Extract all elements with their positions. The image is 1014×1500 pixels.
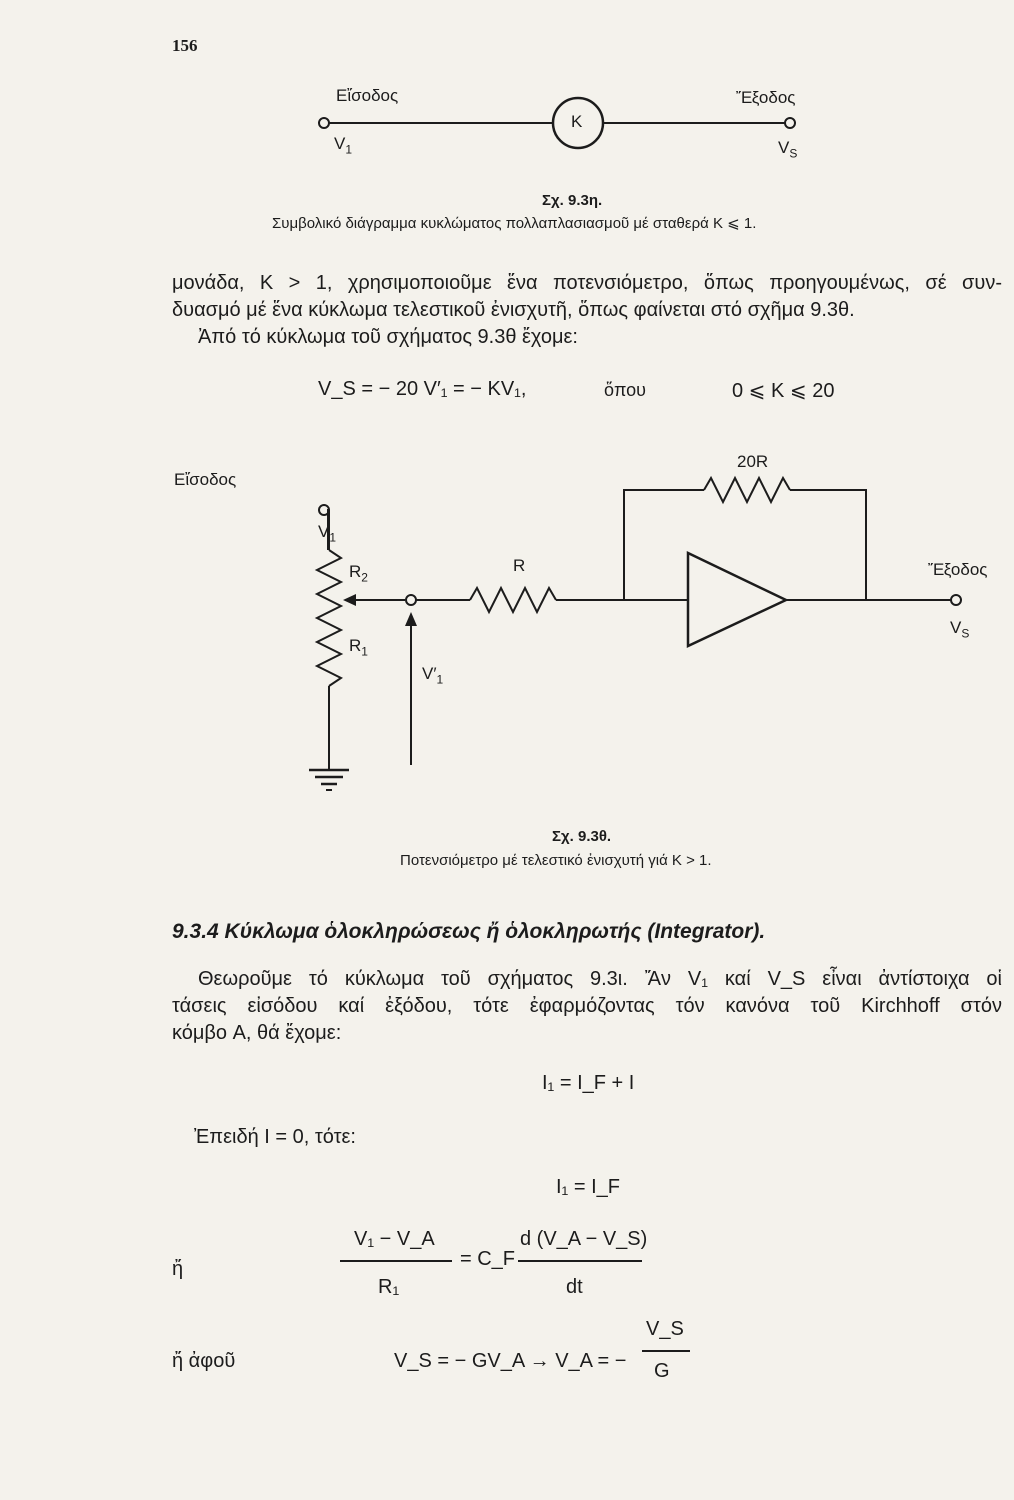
fig-theta-caption-number: Σχ. 9.3θ. (552, 828, 612, 845)
fig-h-block-label: K (571, 112, 583, 131)
paragraph-1-line-2: δυασμό μέ ἕνα κύκλωμα τελεστικοῦ ἐνισχυτῆ, ὅπως φαίνεται στό σχῆμα 9.3θ. (172, 299, 855, 321)
potentiometer-zigzag (317, 550, 341, 686)
resistor-20r (704, 478, 790, 502)
eq5-frac-num: V_S (646, 1318, 684, 1340)
eq5-prefix: ἤ ἀφοῦ (172, 1350, 236, 1372)
node-v1prime (406, 595, 416, 605)
ground-symbol (309, 770, 349, 790)
fig-theta-r1: $R_1$ (349, 636, 368, 659)
paragraph-2-line-3: κόμβο A, θά ἔχομε: (172, 1022, 342, 1044)
paragraph-1-line-1: μονάδα, K > 1, χρησιμοποιοῦμε ἕνα ποτενσιόμετρο, ὅπως προηγουμένως, σέ συν- (172, 272, 1002, 294)
equation-1-range: 0 ⩽ K ⩽ 20 (732, 380, 835, 402)
equation-2: I₁ = I_F + I (542, 1072, 635, 1094)
fig-h-caption-text: Συμβολικό διάγραμμα κυκλώματος πολλαπλασιασμοῦ μέ σταθερά K ⩽ 1. (272, 215, 757, 232)
fig-theta-input-label: Εἴσοδος (174, 470, 237, 489)
fig-h-v-in: $V_1$ (334, 134, 353, 157)
since-text: Ἐπειδή I = 0, τότε: (194, 1126, 356, 1148)
fig-theta-r: R (513, 556, 526, 575)
equation-1-where: ὅπου (604, 380, 647, 400)
fig-h-v-out: $V_S$ (778, 138, 798, 161)
eq4-lhs-num: V₁ − V_A (354, 1228, 435, 1250)
fig-theta-v1prime: $V'_1$ (422, 664, 444, 687)
equation-1: V_S = − 20 V′₁ = − KV₁, (318, 378, 527, 400)
resistor-r (470, 588, 556, 612)
fig-theta-rf: 20R (737, 452, 769, 471)
paragraph-2-line-1: Θεωροῦμε τό κύκλωμα τοῦ σχήματος 9.3ι. Ἄν V₁ καί V_S εἶναι ἀντίστοιχα οἱ (198, 968, 1002, 990)
fig-theta-v-in: $V_1$ (318, 522, 337, 545)
paragraph-1-line-3: Ἀπό τό κύκλωμα τοῦ σχήματος 9.3θ ἔχομε: (198, 326, 578, 348)
feedback-wire (624, 490, 704, 600)
eq4-lhs-bar (340, 1260, 452, 1262)
page-number: 156 (172, 36, 198, 55)
equation-3: I₁ = I_F (556, 1176, 620, 1198)
eq4-rhs-den: dt (566, 1276, 583, 1298)
eq4-lhs-den: R₁ (378, 1276, 400, 1298)
eq5-text: V_S = − GV_A → V_A = − (394, 1350, 627, 1372)
fig-theta-r2: $R_2$ (349, 562, 368, 585)
paragraph-2 (172, 966, 1002, 1047)
paragraph-2-line-2: τάσεις εἰσόδου καί ἐξόδου, τότε ἐφαρμόζοντας τόν κανόνα τοῦ Kirchhoff στόν (172, 995, 1002, 1017)
eq4-rhs-bar (518, 1260, 642, 1262)
op-amp-triangle (688, 553, 786, 646)
eq4-equals: = C_F (460, 1248, 516, 1270)
eq4-prefix: ἤ (172, 1258, 184, 1280)
eq5-frac-bar (642, 1350, 690, 1352)
fig-h-input-label: Εἴσοδος (336, 86, 399, 105)
eq4-rhs-num: d (V_A − V_S) (520, 1228, 648, 1250)
fig-theta-caption-text: Ποτενσιόμετρο μέ τελεστικό ἐνισχυτή γιά K > 1. (400, 852, 712, 869)
fig-theta-output-label: Ἔξοδος (928, 560, 988, 579)
fig-h-output-label: Ἔξοδος (736, 88, 796, 107)
fig-h-caption-number: Σχ. 9.3η. (542, 192, 603, 209)
section-title: 9.3.4 Κύκλωμα ὁλοκληρώσεως ἤ ὁλοκληρωτής (Integrator). (172, 920, 766, 943)
output-terminal-theta (951, 595, 961, 605)
eq5-frac-den: G (654, 1360, 670, 1382)
fig-theta-v-out: $V_S$ (950, 618, 970, 641)
